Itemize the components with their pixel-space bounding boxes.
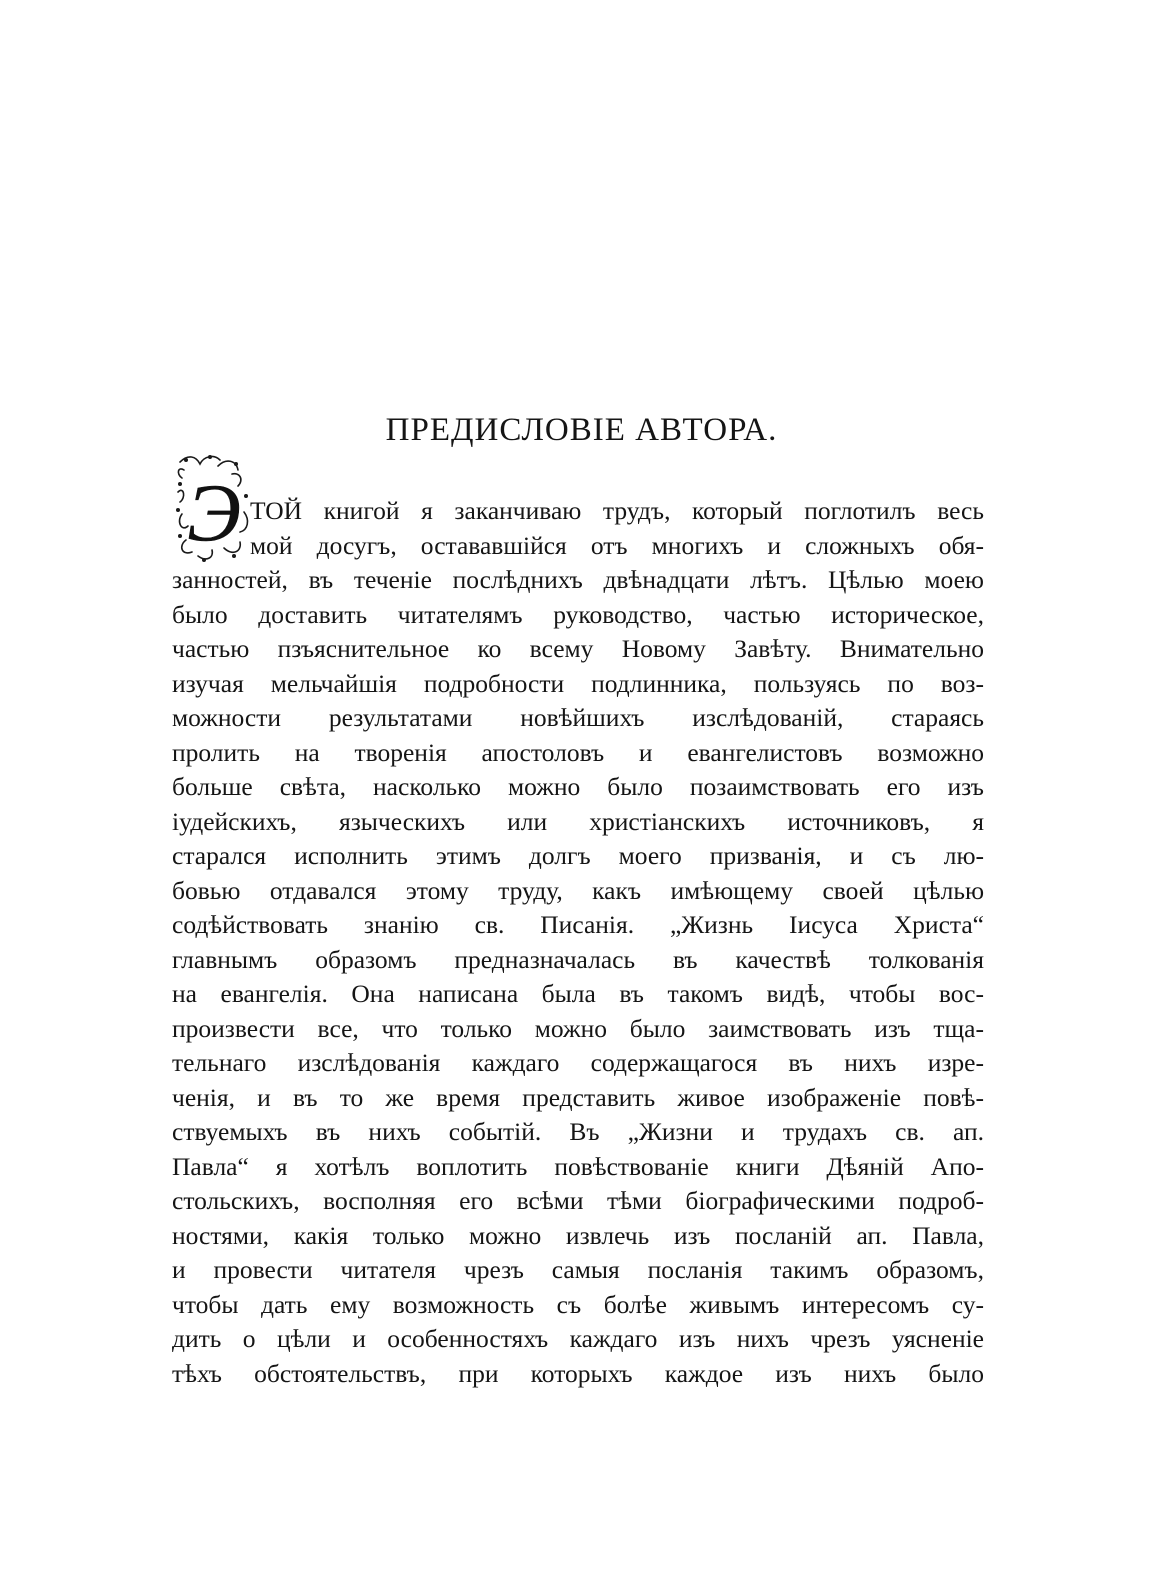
text-line: частью пзъяснительное ко всему Новому Завѣту. Внимательно	[172, 634, 984, 663]
text-line: и провести читателя чрезъ самыя посланія такимъ образомъ,	[172, 1255, 984, 1284]
text-line: ченія, и въ то же время представить живое изображеніе повѣ-	[172, 1082, 984, 1112]
text-line: ствуемыхъ въ нихъ событій. Въ „Жизни и трудахъ св. ап.	[172, 1117, 984, 1146]
body-text	[172, 494, 984, 1391]
drop-cap-letter: Э	[187, 467, 241, 558]
text-line: занностей, въ теченіе послѣднихъ двѣнадцати лѣтъ. Цѣлью моею	[172, 565, 984, 594]
text-line: было доставить читателямъ руководство, частью историческое,	[172, 599, 984, 629]
text-line: мой досугъ, остававшійся отъ многихъ и сложныхъ обя-	[250, 530, 984, 560]
text-line: стольскихъ, восполняя его всѣми тѣми біографическими подроб-	[172, 1186, 984, 1215]
text-line: чтобы дать ему возможность съ болѣе живымъ интересомъ су-	[172, 1289, 984, 1319]
text-line: можности результатами новѣйшихъ изслѣдованій, стараясь	[172, 703, 984, 732]
text-line: Павла“ я хотѣлъ воплотить повѣствованіе книги Дѣяній Апо-	[172, 1151, 984, 1181]
text-line: главнымъ образомъ предназначалась въ качествѣ толкованія	[172, 944, 984, 974]
text-line: тельнаго изслѣдованія каждаго содержащагося въ нихъ изре-	[172, 1048, 984, 1077]
text-line: ТОЙ книгой я заканчиваю трудъ, который поглотилъ весь	[250, 496, 984, 525]
text-line: іудейскихъ, языческихъ или христіанскихъ источниковъ, я	[172, 806, 984, 836]
text-line: произвести все, что только можно было заимствовать изъ тща-	[172, 1013, 984, 1043]
text-line: больше свѣта, насколько можно было позаимствовать его изъ	[172, 772, 984, 801]
text-line: тѣхъ обстоятельствъ, при которыхъ каждое изъ нихъ было	[172, 1358, 984, 1388]
text-line: бовью отдавался этому труду, какъ имѣющему своей цѣлью	[172, 875, 984, 905]
text-line: ностями, какія только можно извлечь изъ посланій ап. Павла,	[172, 1220, 984, 1250]
text-line: пролить на творенія апостоловъ и евангелистовъ возможно	[172, 737, 984, 767]
text-line: на евангелія. Она написана была въ такомъ видѣ, чтобы вос-	[172, 979, 984, 1008]
text-line: дить о цѣли и особенностяхъ каждаго изъ нихъ чрезъ уясненіе	[172, 1324, 984, 1353]
page-title: ПРЕДИСЛОВІЕ АВТОРА.	[385, 412, 778, 448]
text-line: изучая мельчайшія подробности подлинника, пользуясь по воз-	[172, 668, 984, 698]
text-line: содѣйствовать знанію св. Писанія. „Жизнь Іисуса Христа“	[172, 910, 984, 939]
text-line: старался исполнить этимъ долгъ моего призванія, и съ лю-	[172, 841, 984, 870]
